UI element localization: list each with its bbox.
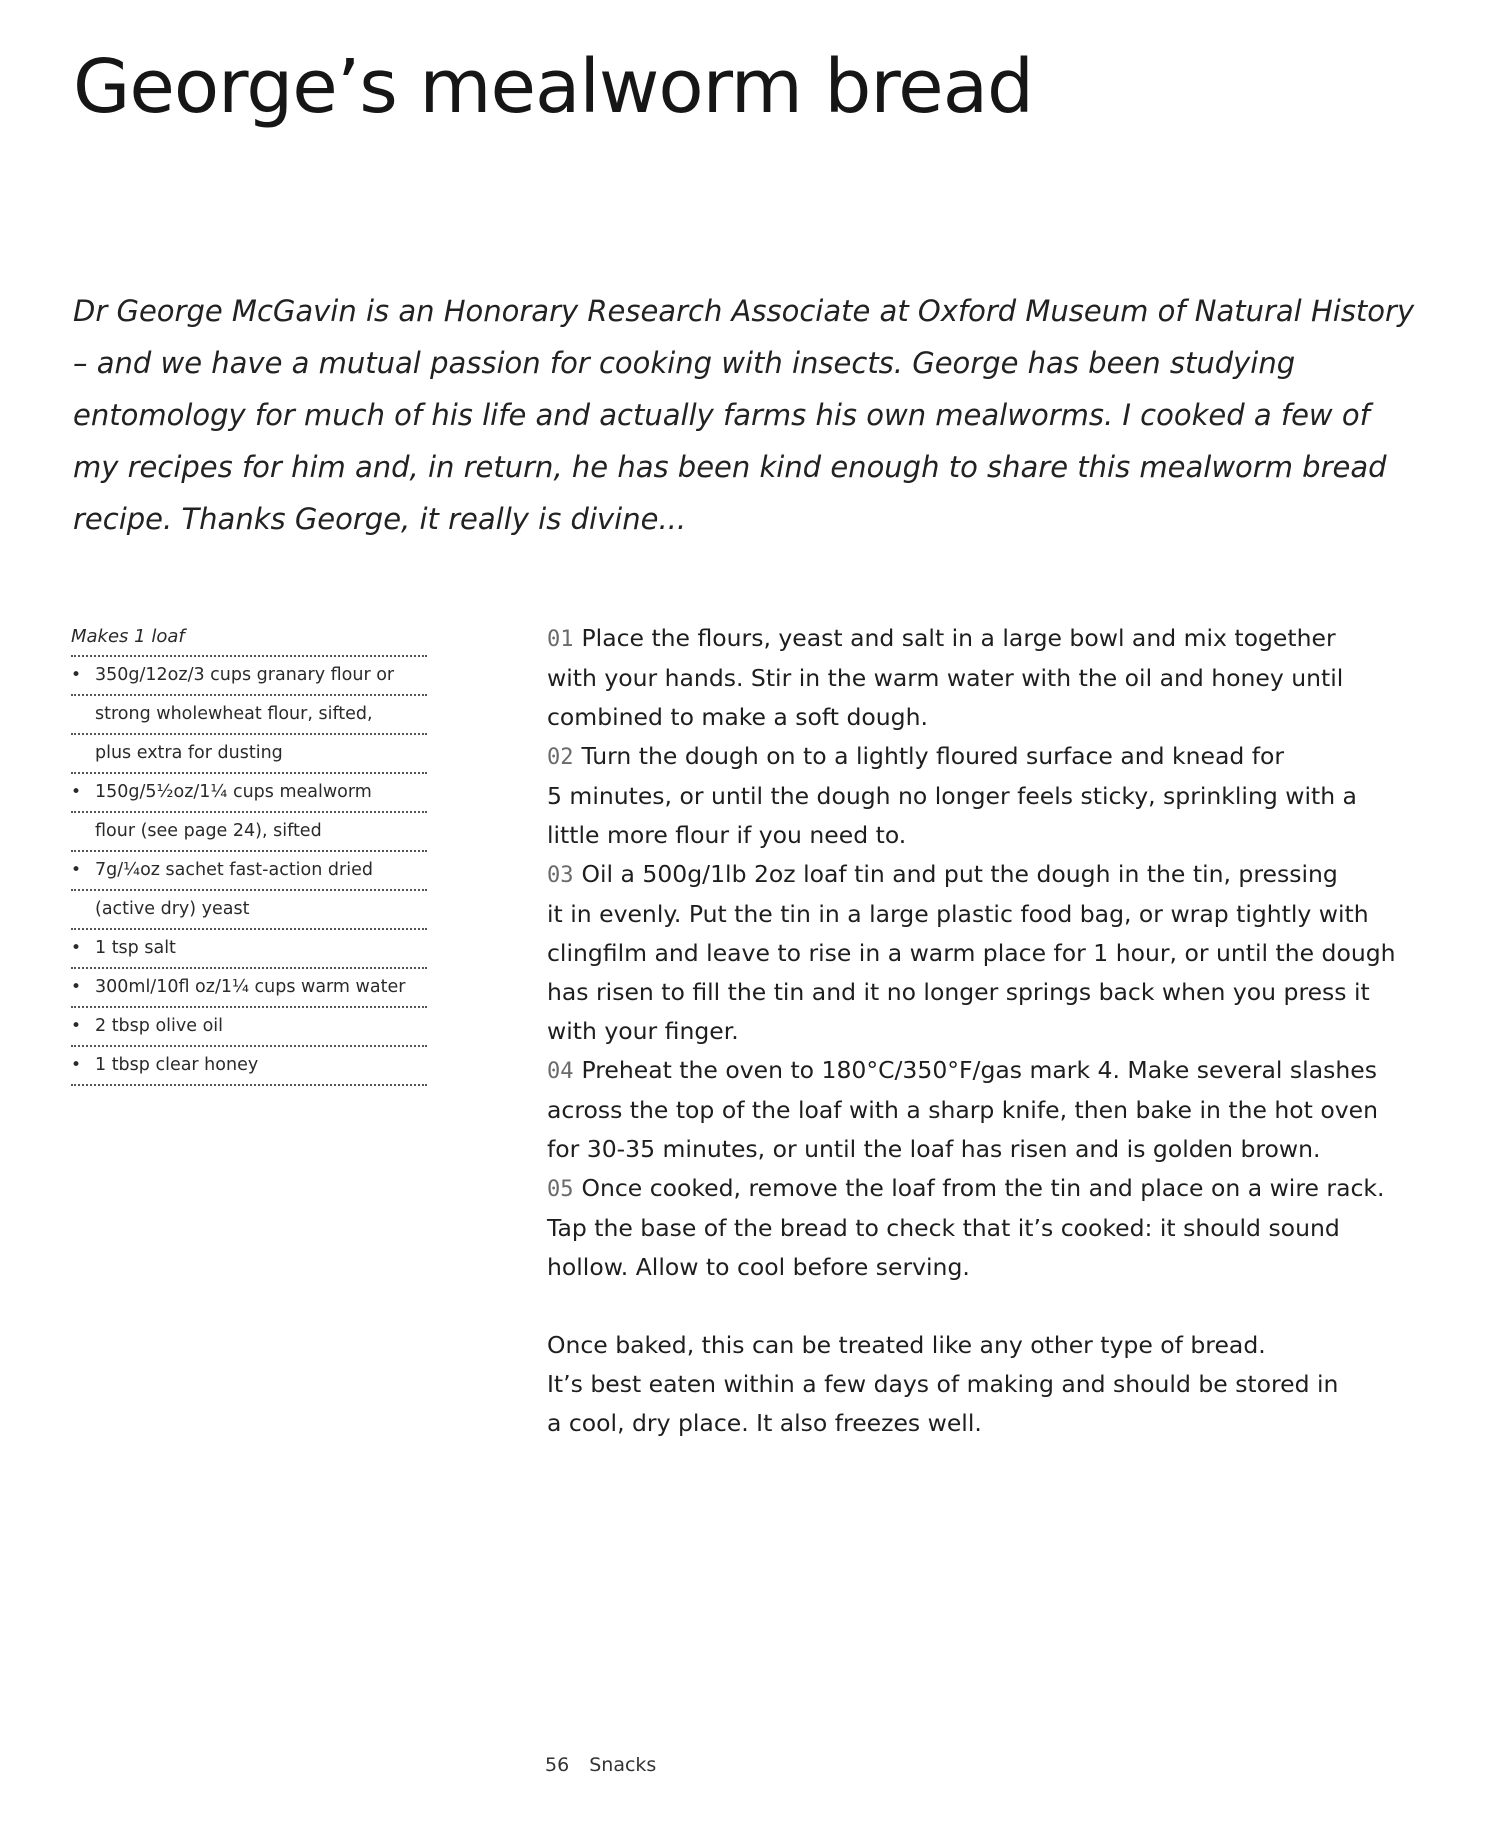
ingredient-text: 1 tbsp clear honey: [95, 1055, 259, 1075]
step-line: little more flour if you need to.: [547, 821, 907, 849]
ingredient-text: plus extra for dusting: [95, 743, 283, 763]
ingredient-text: 7g/¼oz sachet fast-action dried: [95, 860, 373, 880]
page-footer: [545, 1754, 656, 1776]
page-title: George’s mealworm bread: [73, 44, 1034, 130]
bullet-icon: •: [71, 1016, 82, 1036]
ingredient-text: flour (see page 24), sifted: [95, 821, 322, 841]
ingredient-list: [71, 657, 427, 1086]
serving-note: [547, 1326, 1407, 1443]
step-line: has risen to fill the tin and it no longer springs back when you press it: [547, 978, 1370, 1006]
step-first-line: [547, 1051, 1407, 1091]
ingredient-row: [71, 735, 427, 774]
note-line: It’s best eaten within a few days of making and should be stored in: [547, 1370, 1339, 1398]
step-text: Once cooked, remove the loaf from the tin and place on a wire rack.: [581, 1174, 1385, 1202]
bullet-icon: •: [71, 860, 82, 880]
note-line: a cool, dry place. It also freezes well.: [547, 1409, 982, 1437]
step-line: with your finger.: [547, 1017, 739, 1045]
paragraph-gap: [547, 1287, 1407, 1326]
ingredient-row: [71, 852, 427, 891]
step-text: Preheat the oven to 180°C/350°F/gas mark 4. Make several slashes: [581, 1056, 1377, 1084]
step-line: combined to make a soft dough.: [547, 703, 928, 731]
ingredient-text: 1 tsp salt: [95, 938, 176, 958]
step-number: 03: [547, 863, 574, 888]
ingredient-row: [71, 1047, 427, 1086]
ingredient-row: [71, 657, 427, 696]
intro-line: Dr George McGavin is an Honorary Research Associate at Oxford Museum of Natural History: [73, 294, 1415, 328]
step-first-line: [547, 1169, 1407, 1209]
ingredient-text: strong wholewheat flour, sifted,: [95, 704, 373, 724]
step-line: it in evenly. Put the tin in a large plastic food bag, or wrap tightly with: [547, 900, 1369, 928]
step-line: 5 minutes, or until the dough no longer feels sticky, sprinkling with a: [547, 782, 1357, 810]
ingredient-row: [71, 969, 427, 1008]
method-section: [547, 619, 1407, 1443]
intro-paragraph: [73, 285, 1415, 545]
step-number: 04: [547, 1059, 574, 1084]
page-number: 56: [545, 1754, 570, 1776]
step-text: Oil a 500g/1lb 2oz loaf tin and put the dough in the tin, pressing: [581, 860, 1338, 888]
ingredient-text: 150g/5½oz/1¼ cups mealworm: [95, 782, 372, 802]
intro-line: – and we have a mutual passion for cooking with insects. George has been studying: [73, 346, 1296, 380]
step-line: with your hands. Stir in the warm water with the oil and honey until: [547, 664, 1344, 692]
method-step: [547, 855, 1407, 1051]
step-line: clingfilm and leave to rise in a warm place for 1 hour, or until the dough: [547, 939, 1396, 967]
ingredient-row: [71, 891, 427, 930]
step-first-line: [547, 855, 1407, 895]
ingredient-row: [71, 696, 427, 735]
method-step: [547, 1169, 1407, 1287]
ingredient-row: [71, 930, 427, 969]
intro-line: entomology for much of his life and actually farms his own mealworms. I cooked a few of: [73, 398, 1370, 432]
ingredients-panel: [71, 625, 427, 1086]
ingredient-row: [71, 813, 427, 852]
step-line: hollow. Allow to cool before serving.: [547, 1253, 970, 1281]
bullet-icon: •: [71, 977, 82, 997]
method-step: [547, 737, 1407, 855]
step-first-line: [547, 619, 1407, 659]
step-number: 01: [547, 627, 574, 652]
step-text: Turn the dough on to a lightly floured surface and knead for: [581, 742, 1285, 770]
bullet-icon: •: [71, 665, 82, 685]
bullet-icon: •: [71, 938, 82, 958]
step-line: Tap the base of the bread to check that it’s cooked: it should sound: [547, 1214, 1340, 1242]
note-line: Once baked, this can be treated like any other type of bread.: [547, 1331, 1266, 1359]
step-line: for 30-35 minutes, or until the loaf has risen and is golden brown.: [547, 1135, 1321, 1163]
ingredient-text: 350g/12oz/3 cups granary flour or: [95, 665, 395, 685]
method-step: [547, 1051, 1407, 1169]
step-text: Place the flours, yeast and salt in a large bowl and mix together: [581, 624, 1336, 652]
ingredient-text: 2 tbsp olive oil: [95, 1016, 224, 1036]
step-line: across the top of the loaf with a sharp knife, then bake in the hot oven: [547, 1096, 1378, 1124]
intro-line: recipe. Thanks George, it really is divine...: [73, 502, 687, 536]
step-number: 02: [547, 745, 574, 770]
section-name: Snacks: [589, 1754, 657, 1776]
step-number: 05: [547, 1177, 574, 1202]
ingredient-row: [71, 1008, 427, 1047]
method-step: [547, 619, 1407, 737]
bullet-icon: •: [71, 782, 82, 802]
ingredient-row: [71, 774, 427, 813]
bullet-icon: •: [71, 1055, 82, 1075]
intro-line: my recipes for him and, in return, he has been kind enough to share this mealworm bread: [73, 450, 1387, 484]
ingredient-text: 300ml/10fl oz/1¼ cups warm water: [95, 977, 406, 997]
step-first-line: [547, 737, 1407, 777]
ingredient-text: (active dry) yeast: [95, 899, 250, 919]
yield-label: Makes 1 loaf: [71, 625, 427, 657]
